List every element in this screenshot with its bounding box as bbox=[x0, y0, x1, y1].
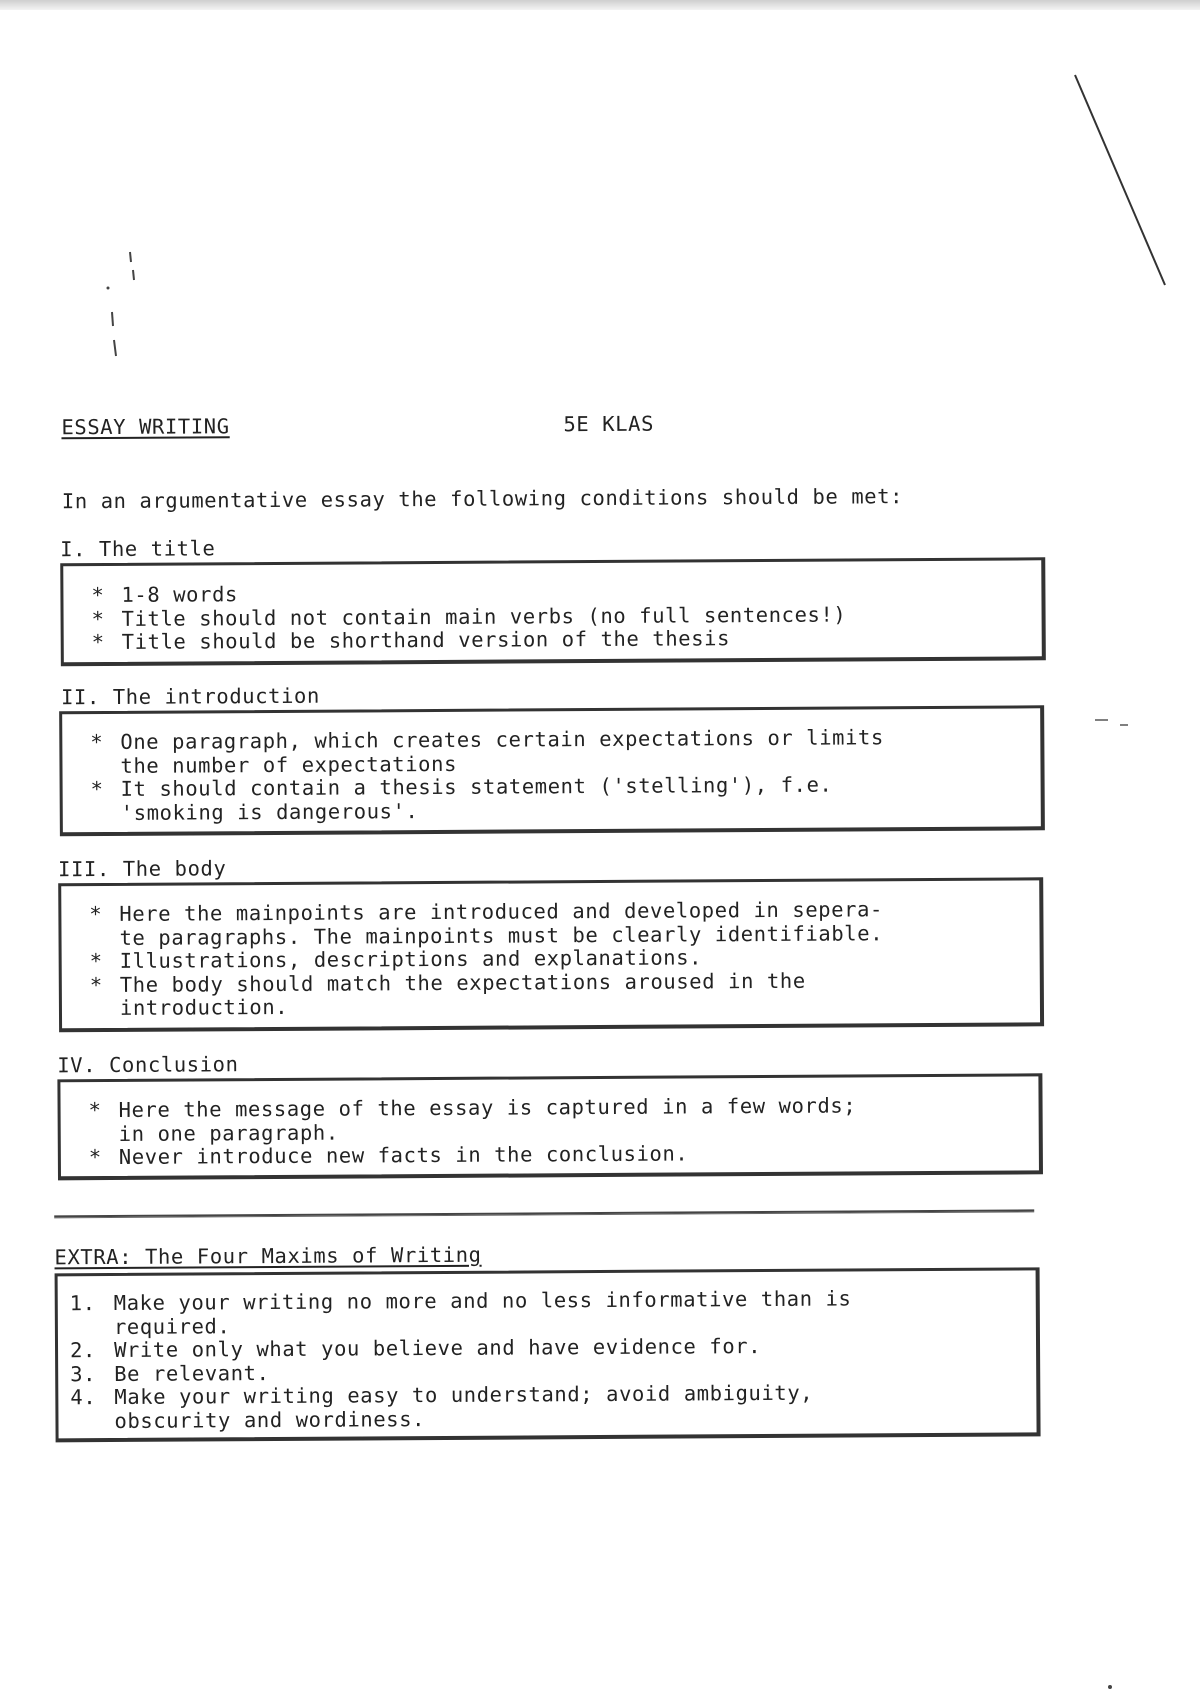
list-item: 3. Be relevant. bbox=[70, 1360, 270, 1386]
list-item: * Never introduce new facts in the conclusion. bbox=[88, 1141, 689, 1170]
list-item: * One paragraph, which creates certain expectations or limits the number of expectations bbox=[90, 725, 884, 778]
list-item: * 1-8 words bbox=[91, 582, 238, 608]
list-item: 1. Make your writing no more and no less informative than is required. bbox=[69, 1286, 852, 1339]
section-heading-title: I. The title bbox=[60, 536, 216, 562]
extra-box bbox=[55, 1267, 1041, 1442]
section-box-conclusion bbox=[57, 1073, 1043, 1180]
list-item: * Here the message of the essay is captured in a few words; in one paragraph. bbox=[88, 1093, 857, 1146]
section-box-body bbox=[58, 877, 1044, 1032]
section-box-introduction bbox=[59, 705, 1045, 836]
section-items-body bbox=[89, 898, 883, 1020]
intro-text: In an argumentative essay the following conditions should be met: bbox=[61, 484, 904, 514]
list-item: * Title should not contain main verbs (no full sentences!) bbox=[91, 601, 847, 631]
section-heading-introduction: II. The introduction bbox=[60, 683, 320, 710]
section-heading-conclusion: IV. Conclusion bbox=[57, 1052, 239, 1078]
list-item: * It should contain a thesis statement ('stelling'), f.e. 'smoking is dangerous'. bbox=[90, 772, 833, 825]
maxims-list bbox=[70, 1287, 853, 1433]
list-item: * Illustrations, descriptions and explanations. bbox=[89, 945, 703, 974]
list-item: * The body should match the expectations aroused in the introduction. bbox=[89, 968, 806, 1020]
section-heading-body: III. The body bbox=[58, 856, 227, 882]
section-items-conclusion bbox=[89, 1094, 857, 1169]
section-items-title bbox=[91, 579, 846, 654]
class-label: 5E KLAS bbox=[563, 411, 655, 437]
list-item: * Title should be shorthand version of the thesis bbox=[91, 626, 731, 655]
divider-line bbox=[54, 1209, 1034, 1218]
section-items-introduction bbox=[90, 726, 884, 825]
list-item: 2. Write only what you believe and have evidence for. bbox=[69, 1334, 762, 1363]
extra-heading: EXTRA: The Four Maxims of Writing bbox=[54, 1242, 482, 1270]
list-item: * Here the mainpoints are introduced and developed in sepera- te paragraphs. The mainpoints must be clearly identifiable. bbox=[89, 897, 884, 950]
list-item: 4. Make your writing easy to understand; avoid ambiguity, obscurity and wordiness. bbox=[70, 1380, 814, 1433]
document-title: ESSAY WRITING bbox=[61, 414, 230, 440]
section-box-title bbox=[60, 557, 1046, 666]
